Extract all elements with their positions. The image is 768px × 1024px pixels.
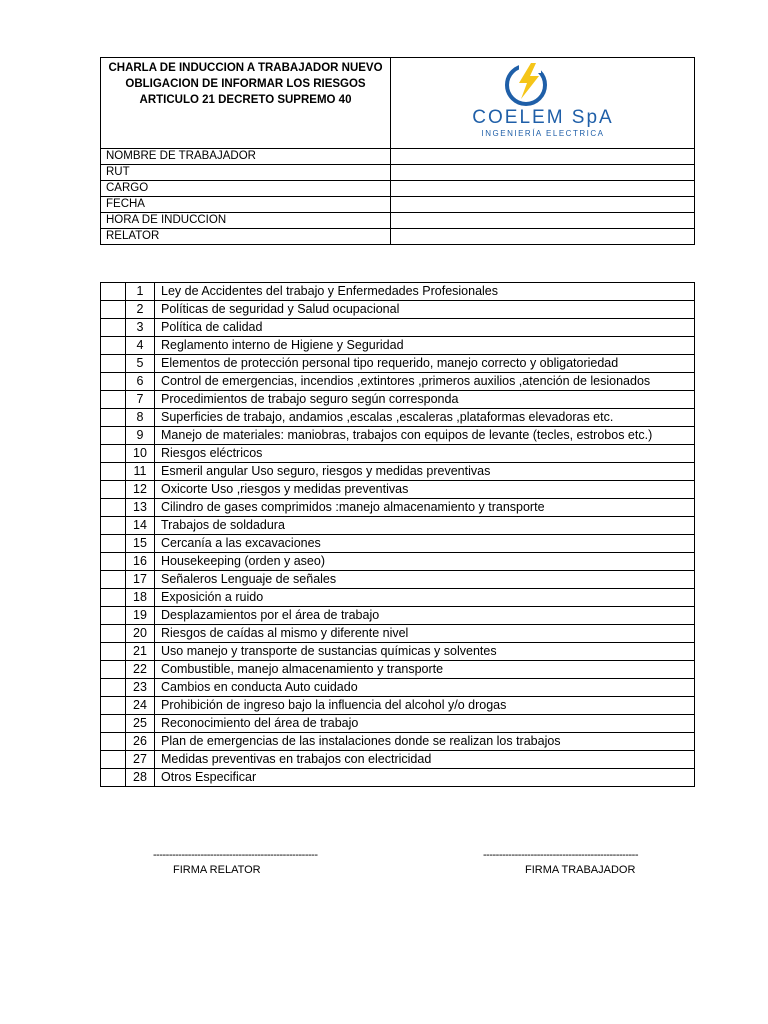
topic-description: Prohibición de ingreso bajo la influencia del alcohol y/o drogas xyxy=(155,697,695,715)
topic-number: 4 xyxy=(126,337,155,355)
topic-description: Reconocimiento del área de trabajo xyxy=(155,715,695,733)
topic-description: Políticas de seguridad y Salud ocupacional xyxy=(155,301,695,319)
topic-check-cell[interactable] xyxy=(101,643,126,661)
topic-check-cell[interactable] xyxy=(101,517,126,535)
topic-number: 5 xyxy=(126,355,155,373)
topic-description: Señaleros Lenguaje de señales xyxy=(155,571,695,589)
topic-number: 11 xyxy=(126,463,155,481)
topic-row xyxy=(101,319,695,337)
topic-number: 12 xyxy=(126,481,155,499)
topic-number: 10 xyxy=(126,445,155,463)
topic-number: 27 xyxy=(126,751,155,769)
topic-row xyxy=(101,373,695,391)
company-logo xyxy=(391,58,695,149)
topic-check-cell[interactable] xyxy=(101,463,126,481)
topic-number: 26 xyxy=(126,733,155,751)
topic-check-cell[interactable] xyxy=(101,697,126,715)
topic-number: 16 xyxy=(126,553,155,571)
topic-row xyxy=(101,301,695,319)
topic-row xyxy=(101,481,695,499)
topic-check-cell[interactable] xyxy=(101,355,126,373)
topic-description: Riesgos de caídas al mismo y diferente nivel xyxy=(155,625,695,643)
topic-row xyxy=(101,589,695,607)
field-value-cargo[interactable] xyxy=(391,181,695,197)
topic-number: 25 xyxy=(126,715,155,733)
topics-body xyxy=(101,283,695,787)
topic-description: Procedimientos de trabajo seguro según corresponda xyxy=(155,391,695,409)
topic-check-cell[interactable] xyxy=(101,733,126,751)
topic-row xyxy=(101,355,695,373)
title-line: CHARLA DE INDUCCION A TRABAJADOR NUEVO xyxy=(108,62,383,74)
topic-number: 13 xyxy=(126,499,155,517)
topic-number: 7 xyxy=(126,391,155,409)
topic-number: 1 xyxy=(126,283,155,301)
topic-row xyxy=(101,409,695,427)
company-tagline: INGENIERÍA ELECTRICA xyxy=(481,128,604,138)
topic-description: Control de emergencias, incendios ,extintores ,primeros auxilios ,atención de lesionados xyxy=(155,373,695,391)
topic-check-cell[interactable] xyxy=(101,607,126,625)
topic-description: Plan de emergencias de las instalaciones donde se realizan los trabajos xyxy=(155,733,695,751)
topic-check-cell[interactable] xyxy=(101,589,126,607)
topic-row xyxy=(101,553,695,571)
topic-row xyxy=(101,643,695,661)
topic-description: Superficies de trabajo, andamios ,escalas ,escaleras ,plataformas elevadoras etc. xyxy=(155,409,695,427)
topic-row xyxy=(101,445,695,463)
field-label-fecha: FECHA xyxy=(101,197,391,213)
topic-number: 6 xyxy=(126,373,155,391)
topic-description: Elementos de protección personal tipo requerido, manejo correcto y obligatoriedad xyxy=(155,355,695,373)
field-value-relator[interactable] xyxy=(391,229,695,245)
topic-description: Combustible, manejo almacenamiento y transporte xyxy=(155,661,695,679)
topic-check-cell[interactable] xyxy=(101,553,126,571)
topic-number: 2 xyxy=(126,301,155,319)
topic-check-cell[interactable] xyxy=(101,445,126,463)
topic-description: Exposición a ruido xyxy=(155,589,695,607)
topic-description: Cilindro de gases comprimidos :manejo almacenamiento y transporte xyxy=(155,499,695,517)
title-line: OBLIGACION DE INFORMAR LOS RIESGOS xyxy=(125,78,366,90)
topic-row xyxy=(101,427,695,445)
field-value-nombre[interactable] xyxy=(391,149,695,165)
topic-row xyxy=(101,499,695,517)
field-value-fecha[interactable] xyxy=(391,197,695,213)
topic-number: 28 xyxy=(126,769,155,787)
topic-description: Cambios en conducta Auto cuidado xyxy=(155,679,695,697)
topic-row xyxy=(101,607,695,625)
topic-description: Riesgos eléctricos xyxy=(155,445,695,463)
topic-number: 20 xyxy=(126,625,155,643)
topic-check-cell[interactable] xyxy=(101,715,126,733)
field-value-hora[interactable] xyxy=(391,213,695,229)
topic-description: Reglamento interno de Higiene y Seguridad xyxy=(155,337,695,355)
relator-signature-label: FIRMA RELATOR xyxy=(173,864,261,876)
topic-number: 22 xyxy=(126,661,155,679)
topic-row xyxy=(101,337,695,355)
topic-number: 17 xyxy=(126,571,155,589)
topic-check-cell[interactable] xyxy=(101,337,126,355)
trabajador-signature-label: FIRMA TRABAJADOR xyxy=(525,864,636,876)
topic-description: Política de calidad xyxy=(155,319,695,337)
topic-row xyxy=(101,463,695,481)
topic-number: 3 xyxy=(126,319,155,337)
topic-check-cell[interactable] xyxy=(101,571,126,589)
topic-row xyxy=(101,697,695,715)
topic-row xyxy=(101,517,695,535)
header-table xyxy=(100,57,695,245)
field-value-rut[interactable] xyxy=(391,165,695,181)
topic-row xyxy=(101,535,695,553)
topic-check-cell[interactable] xyxy=(101,661,126,679)
field-label-relator: RELATOR xyxy=(101,229,391,245)
topic-number: 14 xyxy=(126,517,155,535)
topic-number: 18 xyxy=(126,589,155,607)
topic-description: Otros Especificar xyxy=(155,769,695,787)
topic-row xyxy=(101,733,695,751)
relator-signature-line: ---------------------------------------------------- xyxy=(153,849,318,861)
topic-row xyxy=(101,769,695,787)
topic-check-cell[interactable] xyxy=(101,769,126,787)
topic-description: Cercanía a las excavaciones xyxy=(155,535,695,553)
topic-check-cell[interactable] xyxy=(101,409,126,427)
company-name: COELEM SpA xyxy=(471,106,614,128)
topic-row xyxy=(101,283,695,301)
topic-check-cell[interactable] xyxy=(101,535,126,553)
topic-check-cell[interactable] xyxy=(101,319,126,337)
topic-check-cell[interactable] xyxy=(101,391,126,409)
topic-description: Ley de Accidentes del trabajo y Enfermedades Profesionales xyxy=(155,283,695,301)
topic-check-cell[interactable] xyxy=(101,283,126,301)
topic-description: Housekeeping (orden y aseo) xyxy=(155,553,695,571)
document-title xyxy=(101,58,391,149)
topic-number: 19 xyxy=(126,607,155,625)
topic-check-cell[interactable] xyxy=(101,679,126,697)
topic-description: Esmeril angular Uso seguro, riesgos y medidas preventivas xyxy=(155,463,695,481)
topic-check-cell[interactable] xyxy=(101,427,126,445)
trabajador-signature-line: ------------------------------------------------- xyxy=(483,849,638,861)
topic-description: Medidas preventivas en trabajos con electricidad xyxy=(155,751,695,769)
topic-number: 9 xyxy=(126,427,155,445)
field-label-cargo: CARGO xyxy=(101,181,391,197)
topic-number: 23 xyxy=(126,679,155,697)
field-label-nombre: NOMBRE DE TRABAJADOR xyxy=(101,149,391,165)
topic-description: Desplazamientos por el área de trabajo xyxy=(155,607,695,625)
topic-number: 15 xyxy=(126,535,155,553)
topic-description: Manejo de materiales: maniobras, trabajos con equipos de levante (tecles, estrobos etc.) xyxy=(155,427,695,445)
topic-number: 8 xyxy=(126,409,155,427)
topic-row xyxy=(101,751,695,769)
topic-check-cell[interactable] xyxy=(101,373,126,391)
topic-row xyxy=(101,679,695,697)
topic-row xyxy=(101,715,695,733)
topic-check-cell[interactable] xyxy=(101,751,126,769)
topic-description: Oxicorte Uso ,riesgos y medidas preventivas xyxy=(155,481,695,499)
topic-check-cell[interactable] xyxy=(101,481,126,499)
field-label-rut: RUT xyxy=(101,165,391,181)
topic-number: 24 xyxy=(126,697,155,715)
topic-description: Trabajos de soldadura xyxy=(155,517,695,535)
topic-row xyxy=(101,571,695,589)
title-line: ARTICULO 21 DECRETO SUPREMO 40 xyxy=(139,94,352,106)
topic-check-cell[interactable] xyxy=(101,625,126,643)
topic-row xyxy=(101,625,695,643)
topic-check-cell[interactable] xyxy=(101,499,126,517)
topics-table xyxy=(100,282,695,787)
topic-row xyxy=(101,661,695,679)
topic-description: Uso manejo y transporte de sustancias químicas y solventes xyxy=(155,643,695,661)
field-label-hora: HORA DE INDUCCION xyxy=(101,213,391,229)
topic-row xyxy=(101,391,695,409)
topic-number: 21 xyxy=(126,643,155,661)
lightning-bolt-power-icon xyxy=(443,61,643,141)
topic-check-cell[interactable] xyxy=(101,301,126,319)
